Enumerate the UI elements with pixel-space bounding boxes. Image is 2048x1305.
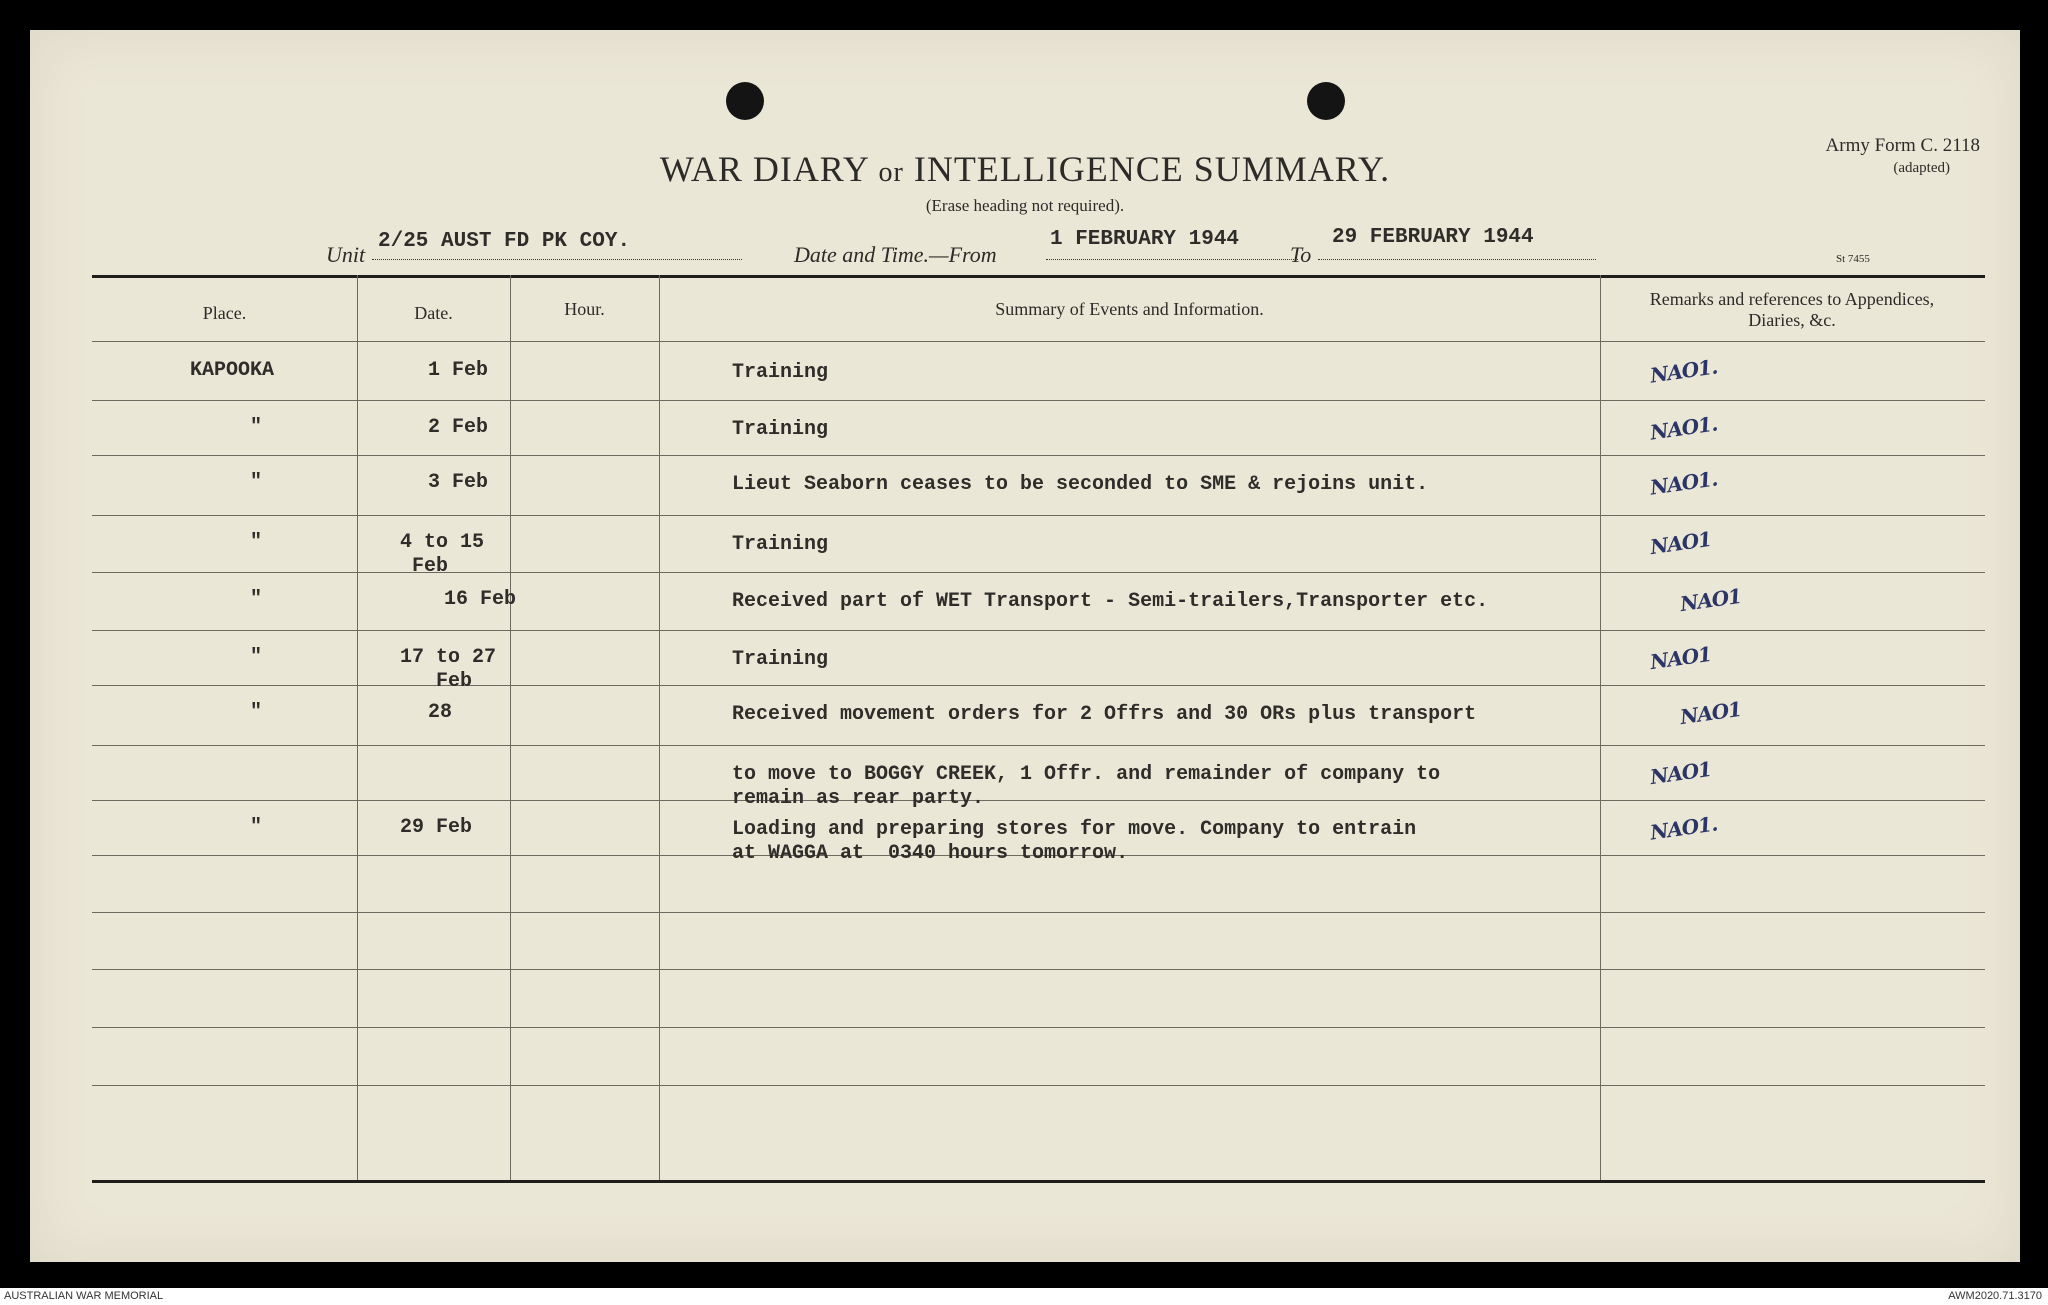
archive-footer (0, 1288, 2048, 1305)
unit-value: 2/25 AUST FD PK COY. (378, 230, 631, 253)
header-rule (92, 341, 1985, 342)
row-rule (92, 1027, 1985, 1028)
row-rule (92, 400, 1985, 401)
diary-sheet (30, 30, 2020, 1262)
unit-dotline (372, 259, 742, 260)
row-rule (92, 572, 1985, 573)
title-war-diary: WAR DIARY (659, 149, 869, 189)
row-summary: Received movement orders for 2 Offrs and 30 ORs plus transport (732, 703, 1477, 726)
title-intelligence-summary: INTELLIGENCE SUMMARY. (913, 149, 1391, 189)
row-place: " (250, 588, 263, 611)
row-rule (92, 685, 1985, 686)
table-bottom-rule (92, 1180, 1985, 1183)
row-rule (92, 1085, 1985, 1086)
row-place: " (250, 701, 263, 724)
row-initials: NAO1 (1648, 756, 1713, 790)
row-rule (92, 630, 1985, 631)
footer-institution: AUSTRALIAN WAR MEMORIAL (4, 1290, 164, 1302)
row-date: 17 to 27 Feb (400, 646, 497, 693)
date-time-label: Date and Time.—From (794, 242, 997, 267)
punch-hole-right (1307, 82, 1345, 120)
army-form-label: Army Form C. 2118 (1825, 135, 1980, 156)
row-initials: NAO1 (1648, 641, 1713, 675)
row-rule (92, 912, 1985, 913)
row-summary: Loading and preparing stores for move. Company to entrain at WAGGA at 0340 hours tomorrow. (732, 818, 1417, 865)
row-place: " (250, 646, 263, 669)
row-initials: NAO1 (1678, 583, 1743, 617)
row-summary: to move to BOGGY CREEK, 1 Offr. and remainder of company to remain as rear party. (732, 763, 1441, 810)
col-header-remarks: Remarks and references to Appendices, Diaries, &c. (1649, 289, 1935, 330)
col-divider-4 (1600, 275, 1601, 1180)
erase-note: (Erase heading not required). (925, 196, 1125, 215)
row-initials: NAO1 (1648, 526, 1713, 560)
row-rule (92, 455, 1985, 456)
stationery-number: St 7455 (1836, 253, 1870, 265)
to-label: To (1290, 242, 1312, 267)
diary-table (92, 275, 1985, 1205)
adapted-label: (adapted) (1893, 160, 1950, 176)
title-or: or (878, 157, 904, 188)
row-summary: Lieut Seaborn ceases to be seconded to SME & rejoins unit. (732, 473, 1429, 496)
row-rule (92, 515, 1985, 516)
row-place: KAPOOKA (190, 359, 275, 382)
form-title (30, 148, 2020, 190)
row-date: 29 Feb (400, 816, 473, 839)
col-header-hour: Hour. (564, 299, 605, 319)
row-summary: Training (732, 418, 829, 441)
footer-reference: AWM2020.71.3170 (1948, 1290, 2042, 1302)
col-header-place: Place. (202, 303, 247, 323)
to-date-value: 29 FEBRUARY 1944 (1332, 226, 1534, 249)
from-date-value: 1 FEBRUARY 1944 (1050, 228, 1240, 251)
row-initials: NAO1. (1648, 466, 1719, 500)
row-date: 3 Feb (428, 471, 489, 494)
row-initials: NAO1 (1678, 696, 1743, 730)
row-rule (92, 969, 1985, 970)
col-header-date: Date. (414, 303, 453, 323)
row-place: " (250, 471, 263, 494)
from-dotline (1046, 259, 1298, 260)
row-summary: Received part of WET Transport - Semi-trailers,Transporter etc. (732, 590, 1489, 613)
row-summary: Training (732, 648, 829, 671)
row-place: " (250, 816, 263, 839)
unit-label: Unit (326, 242, 366, 267)
army-form-number (1826, 135, 1980, 179)
to-dotline (1318, 259, 1596, 260)
col-divider-3 (659, 275, 660, 1180)
row-summary: Training (732, 533, 829, 556)
col-divider-1 (357, 275, 358, 1180)
row-place: " (250, 531, 263, 554)
row-date: 2 Feb (428, 416, 489, 439)
row-summary: Training (732, 361, 829, 384)
row-date: 28 (428, 701, 453, 724)
row-date: 1 Feb (428, 359, 489, 382)
row-initials: NAO1. (1648, 411, 1719, 445)
row-place: " (250, 416, 263, 439)
table-top-rule (92, 275, 1985, 278)
col-header-summary: Summary of Events and Information. (995, 299, 1264, 319)
row-date: 4 to 15 Feb (400, 531, 485, 578)
punch-hole-left (726, 82, 764, 120)
row-initials: NAO1. (1648, 811, 1719, 845)
col-divider-2 (510, 275, 511, 1180)
row-initials: NAO1. (1648, 354, 1719, 388)
row-date: 16 Feb (444, 588, 517, 611)
row-rule (92, 745, 1985, 746)
